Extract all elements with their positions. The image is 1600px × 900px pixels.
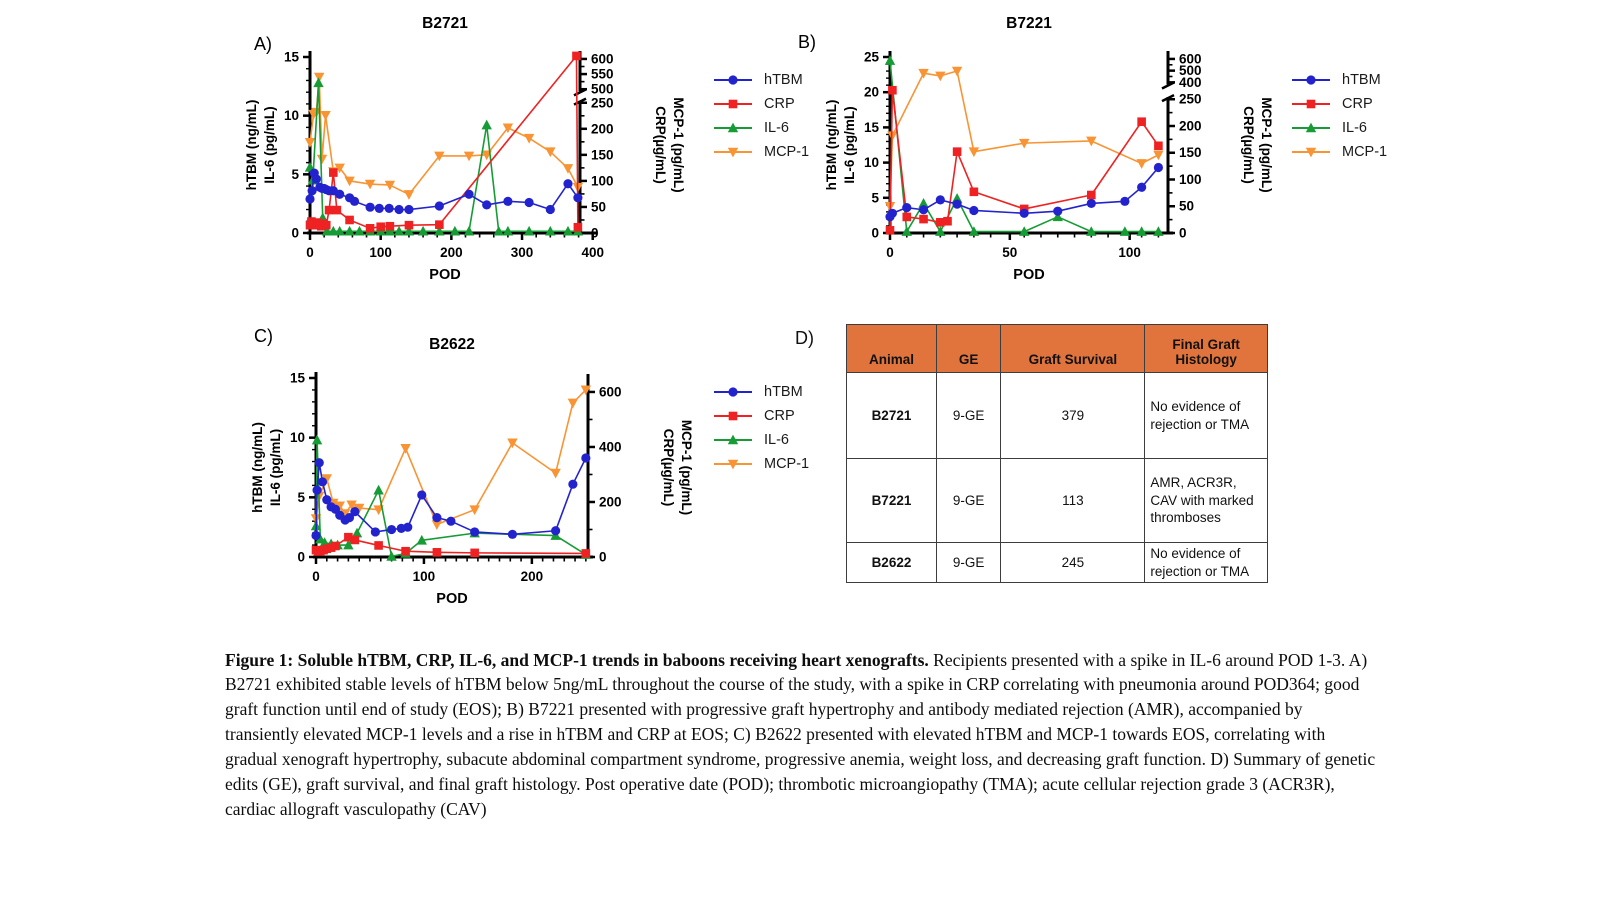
svg-text:15: 15 xyxy=(283,49,299,65)
table-cell-ge: 9-GE xyxy=(936,459,1000,543)
svg-text:hTBM (ng/mL): hTBM (ng/mL) xyxy=(250,422,265,513)
legend-label: hTBM xyxy=(764,72,803,88)
svg-text:hTBM (ng/mL): hTBM (ng/mL) xyxy=(824,99,839,191)
table-cell-survival: 379 xyxy=(1001,373,1145,459)
svg-text:B2721: B2721 xyxy=(422,15,468,32)
svg-text:600: 600 xyxy=(1179,51,1202,67)
svg-text:CRP(µg/mL): CRP(µg/mL) xyxy=(1241,106,1256,184)
svg-text:0: 0 xyxy=(871,225,879,241)
panel-a-chart xyxy=(230,10,700,310)
circle-marker-icon xyxy=(712,72,756,88)
legend-label: CRP xyxy=(1342,96,1373,112)
svg-text:10: 10 xyxy=(863,155,879,171)
svg-text:0: 0 xyxy=(312,569,320,584)
svg-text:200: 200 xyxy=(599,494,622,510)
svg-text:0: 0 xyxy=(291,225,299,241)
svg-text:0: 0 xyxy=(1179,225,1187,241)
svg-text:500: 500 xyxy=(1179,63,1202,79)
svg-text:550: 550 xyxy=(591,66,614,82)
summary-table xyxy=(846,324,1268,583)
square-marker-icon xyxy=(1290,96,1334,112)
legend-label: CRP xyxy=(764,96,795,112)
table-cell-animal: B2721 xyxy=(847,373,937,459)
table-cell-histology: No evidence of rejection or TMA xyxy=(1145,373,1268,459)
table-cell-ge: 9-GE xyxy=(936,543,1000,583)
legend-item-il-6 xyxy=(1290,118,1387,138)
svg-text:5: 5 xyxy=(297,489,305,505)
panel-c-legend xyxy=(712,382,809,474)
svg-text:50: 50 xyxy=(1179,198,1195,214)
svg-text:5: 5 xyxy=(291,166,299,182)
table-row xyxy=(847,459,1268,543)
legend-item-il-6 xyxy=(712,118,809,138)
svg-text:20: 20 xyxy=(863,84,879,100)
svg-text:25: 25 xyxy=(863,49,879,65)
svg-text:0: 0 xyxy=(591,225,599,241)
legend-label: CRP xyxy=(764,408,795,424)
table-cell-animal: B7221 xyxy=(847,459,937,543)
tridown-marker-icon xyxy=(712,144,756,160)
panel-b-legend xyxy=(1290,70,1387,162)
legend-item-mcp-1 xyxy=(712,454,809,474)
svg-text:200: 200 xyxy=(1179,118,1202,134)
legend-item-htbm xyxy=(712,70,809,90)
table-header-cell: Animal xyxy=(847,325,937,373)
svg-text:600: 600 xyxy=(591,51,614,67)
legend-item-htbm xyxy=(1290,70,1387,90)
svg-text:200: 200 xyxy=(520,569,544,584)
svg-text:hTBM (ng/mL): hTBM (ng/mL) xyxy=(244,99,259,191)
svg-text:100: 100 xyxy=(412,569,436,584)
table-header-cell: Graft Survival xyxy=(1001,325,1145,373)
svg-text:10: 10 xyxy=(283,108,299,124)
legend-item-crp xyxy=(712,406,809,426)
table-header-cell: Final Graft Histology xyxy=(1145,325,1268,373)
svg-text:A): A) xyxy=(254,34,272,54)
svg-text:15: 15 xyxy=(863,119,879,135)
legend-item-crp xyxy=(1290,94,1387,114)
legend-item-il-6 xyxy=(712,430,809,450)
svg-text:MCP-1 (pg/mL): MCP-1 (pg/mL) xyxy=(671,97,686,193)
svg-text:50: 50 xyxy=(1002,245,1018,260)
svg-text:POD: POD xyxy=(429,267,461,283)
svg-text:250: 250 xyxy=(1179,91,1202,107)
svg-text:200: 200 xyxy=(591,121,614,137)
legend-label: IL-6 xyxy=(1342,120,1367,136)
legend-item-crp xyxy=(712,94,809,114)
triup-marker-icon xyxy=(712,120,756,136)
svg-text:250: 250 xyxy=(591,95,614,111)
caption-title: Figure 1: Soluble hTBM, CRP, IL-6, and MCP-1 trends in baboons receiving heart xenografts. xyxy=(225,649,929,670)
svg-text:CRP(µg/mL): CRP(µg/mL) xyxy=(653,106,668,184)
svg-text:MCP-1 (pg/mL): MCP-1 (pg/mL) xyxy=(679,419,694,516)
svg-text:MCP-1 (pg/mL): MCP-1 (pg/mL) xyxy=(1259,97,1274,193)
figure-caption xyxy=(225,648,1377,822)
svg-text:500: 500 xyxy=(591,81,614,97)
circle-marker-icon xyxy=(712,384,756,400)
svg-text:5: 5 xyxy=(871,190,879,206)
table-cell-animal: B2622 xyxy=(847,543,937,583)
circle-marker-icon xyxy=(1290,72,1334,88)
svg-text:400: 400 xyxy=(581,245,604,260)
table-header-cell: GE xyxy=(936,325,1000,373)
svg-text:400: 400 xyxy=(1179,74,1202,90)
legend-label: IL-6 xyxy=(764,120,789,136)
svg-text:B): B) xyxy=(798,32,816,52)
legend-label: hTBM xyxy=(764,384,803,400)
svg-text:IL-6 (pg/mL): IL-6 (pg/mL) xyxy=(842,106,857,184)
triup-marker-icon xyxy=(712,432,756,448)
svg-text:100: 100 xyxy=(1118,245,1141,260)
svg-text:IL-6 (pg/mL): IL-6 (pg/mL) xyxy=(262,106,277,184)
svg-text:400: 400 xyxy=(599,439,622,455)
svg-text:600: 600 xyxy=(599,384,622,400)
table-cell-histology: AMR, ACR3R, CAV with marked thromboses xyxy=(1145,459,1268,543)
svg-text:0: 0 xyxy=(306,245,314,260)
table-cell-histology: No evidence of rejection or TMA xyxy=(1145,543,1268,583)
svg-text:B2622: B2622 xyxy=(429,336,475,353)
svg-text:0: 0 xyxy=(886,245,894,260)
svg-text:CRP(µg/mL): CRP(µg/mL) xyxy=(661,428,676,507)
tridown-marker-icon xyxy=(712,456,756,472)
svg-text:150: 150 xyxy=(591,147,614,163)
svg-text:POD: POD xyxy=(1013,267,1045,283)
svg-text:150: 150 xyxy=(1179,145,1202,161)
caption-body: Recipients presented with a spike in IL-6 around POD 1-3. A) B2721 exhibited stable levels of hTBM below 5ng/mL throughout the course of the study, with a spike in CRP correlating with pneumonia around POD364; good graft function until end of study (EOS); B) B7221 presented with progressive graft hypertrophy and antibody mediated rejection (AMR), accompanied by transiently elevated MCP-1 levels and a rise in hTBM and CRP at EOS; C) B2622 presented with elevated hTBM and MCP-1 towards EOS, correlating with gradual xenograft hypertrophy, subacute abdominal compartment syndrome, progressive anemia, weight loss, and decreasing graft function. D) Summary of genetic edits (GE), graft survival, and final graft histology. Post operative date (POD); thrombotic microangiopathy (TMA); acute cellular rejection grade 3 (ACR3R), cardiac allograft vasculopathy (CAV) xyxy=(225,649,1376,819)
svg-text:50: 50 xyxy=(591,199,607,215)
legend-item-htbm xyxy=(712,382,809,402)
square-marker-icon xyxy=(712,408,756,424)
svg-text:200: 200 xyxy=(440,245,463,260)
svg-text:300: 300 xyxy=(510,245,534,260)
triup-marker-icon xyxy=(1290,120,1334,136)
table-cell-ge: 9-GE xyxy=(936,373,1000,459)
legend-item-mcp-1 xyxy=(712,142,809,162)
svg-text:POD: POD xyxy=(436,591,468,607)
table-row xyxy=(847,543,1268,583)
svg-text:B7221: B7221 xyxy=(1006,15,1052,32)
legend-label: hTBM xyxy=(1342,72,1381,88)
legend-label: IL-6 xyxy=(764,432,789,448)
table-row xyxy=(847,373,1268,459)
svg-text:100: 100 xyxy=(369,245,392,260)
legend-label: MCP-1 xyxy=(764,456,810,472)
svg-text:IL-6 (pg/mL): IL-6 (pg/mL) xyxy=(268,428,283,507)
svg-text:0: 0 xyxy=(599,549,607,565)
table-cell-survival: 245 xyxy=(1001,543,1145,583)
svg-text:C): C) xyxy=(254,326,273,346)
svg-text:0: 0 xyxy=(297,549,305,565)
legend-item-mcp-1 xyxy=(1290,142,1387,162)
panel-a-legend xyxy=(712,70,809,162)
panel-d-label: D) xyxy=(795,328,814,348)
legend-label: MCP-1 xyxy=(1342,144,1388,160)
svg-text:10: 10 xyxy=(289,430,305,446)
panel-c-chart xyxy=(230,318,700,618)
tridown-marker-icon xyxy=(1290,144,1334,160)
svg-text:100: 100 xyxy=(1179,171,1202,187)
panel-b-chart xyxy=(790,10,1274,310)
table-cell-survival: 113 xyxy=(1001,459,1145,543)
square-marker-icon xyxy=(712,96,756,112)
svg-text:100: 100 xyxy=(591,173,614,189)
svg-text:15: 15 xyxy=(289,370,305,386)
legend-label: MCP-1 xyxy=(764,144,810,160)
